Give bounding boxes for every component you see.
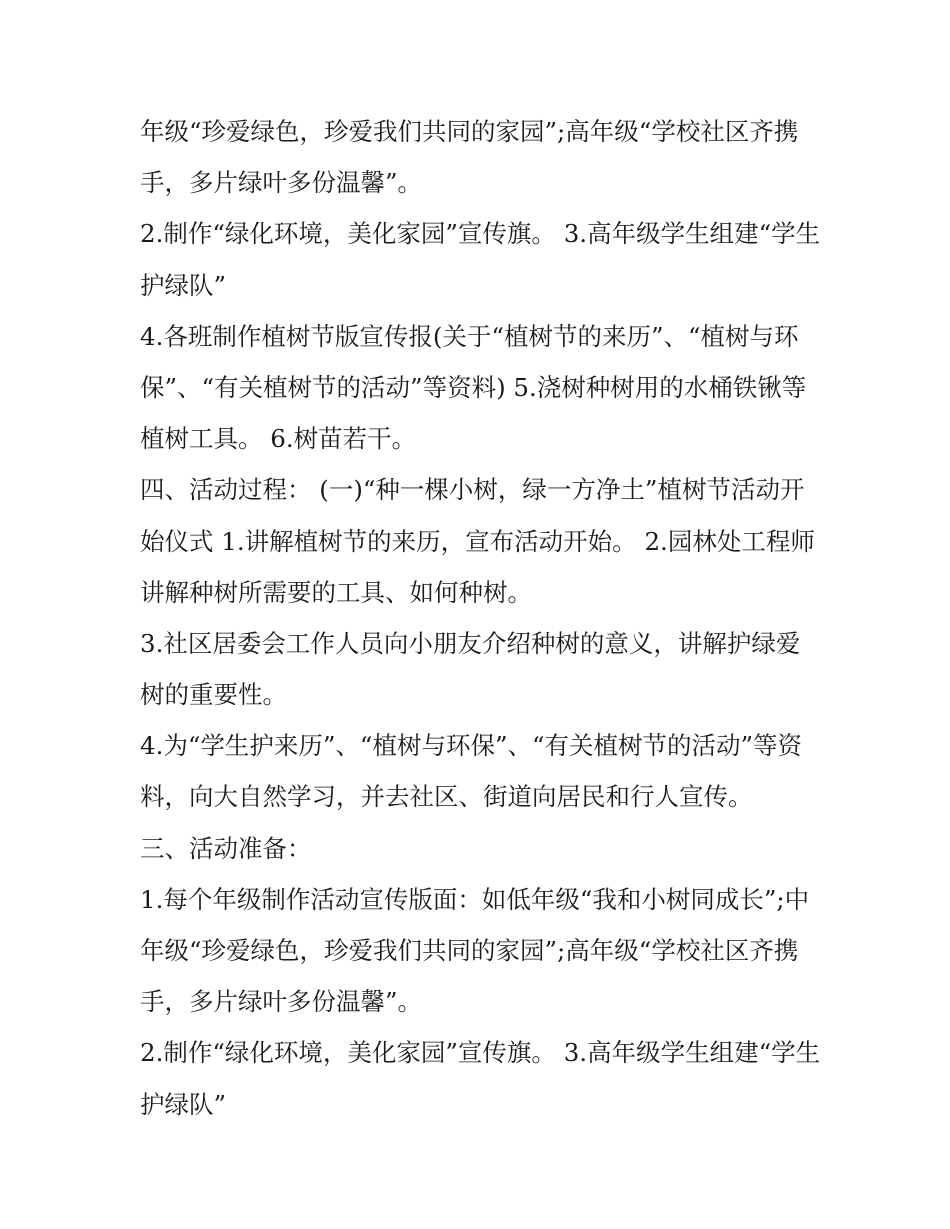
text-line: 护绿队” xyxy=(140,270,227,300)
text-line: 始仪式 1.讲解植树节的来历，宣布活动开始。 2.园林处工程师 xyxy=(140,526,815,556)
text-line: 4.各班制作植树节版宣传报(关于“植树节的来历”、“植树与环 xyxy=(140,321,799,351)
text-line: 讲解种树所需要的工具、如何种树。 xyxy=(140,577,532,607)
text-line: 2.制作“绿化环境，美化家园”宣传旗。 3.高年级学生组建“学生 xyxy=(140,219,821,249)
text-line: 年级“珍爱绿色，珍爱我们共同的家园”;高年级“学校社区齐携 xyxy=(140,117,799,146)
text-line: 4.为“学生护来历”、“植树与环保”、“有关植树节的活动”等资 xyxy=(140,731,803,761)
section-heading: 三、活动准备： xyxy=(140,833,312,863)
text-line: 树的重要性。 xyxy=(140,680,287,710)
text-line: 年级“珍爱绿色，珍爱我们共同的家园”;高年级“学校社区齐携 xyxy=(140,936,799,965)
text-line: 手，多片绿叶多份温馨”。 xyxy=(140,987,423,1017)
text-line: 料，向大自然学习，并去社区、街道向居民和行人宣传。 xyxy=(140,782,753,812)
text-line: 1.每个年级制作活动宣传版面：如低年级“我和小树同成长”;中 xyxy=(140,884,810,914)
text-line: 植树工具。 6.树苗若干。 xyxy=(140,424,417,454)
text-line: 四、活动过程： (一)“种一棵小树，绿一方净土”植树节活动开 xyxy=(140,475,805,505)
text-line: 2.制作“绿化环境，美化家园”宣传旗。 3.高年级学生组建“学生 xyxy=(140,1038,821,1068)
text-line: 3.社区居委会工作人员向小朋友介绍种树的意义，讲解护绿爱 xyxy=(140,628,801,658)
document-body xyxy=(140,106,820,1130)
text-line: 护绿队” xyxy=(140,1089,227,1119)
text-line: 手，多片绿叶多份温馨”。 xyxy=(140,168,423,198)
text-line: 保”、“有关植树节的活动”等资料) 5.浇树种树用的水桶铁锹等 xyxy=(140,372,807,402)
